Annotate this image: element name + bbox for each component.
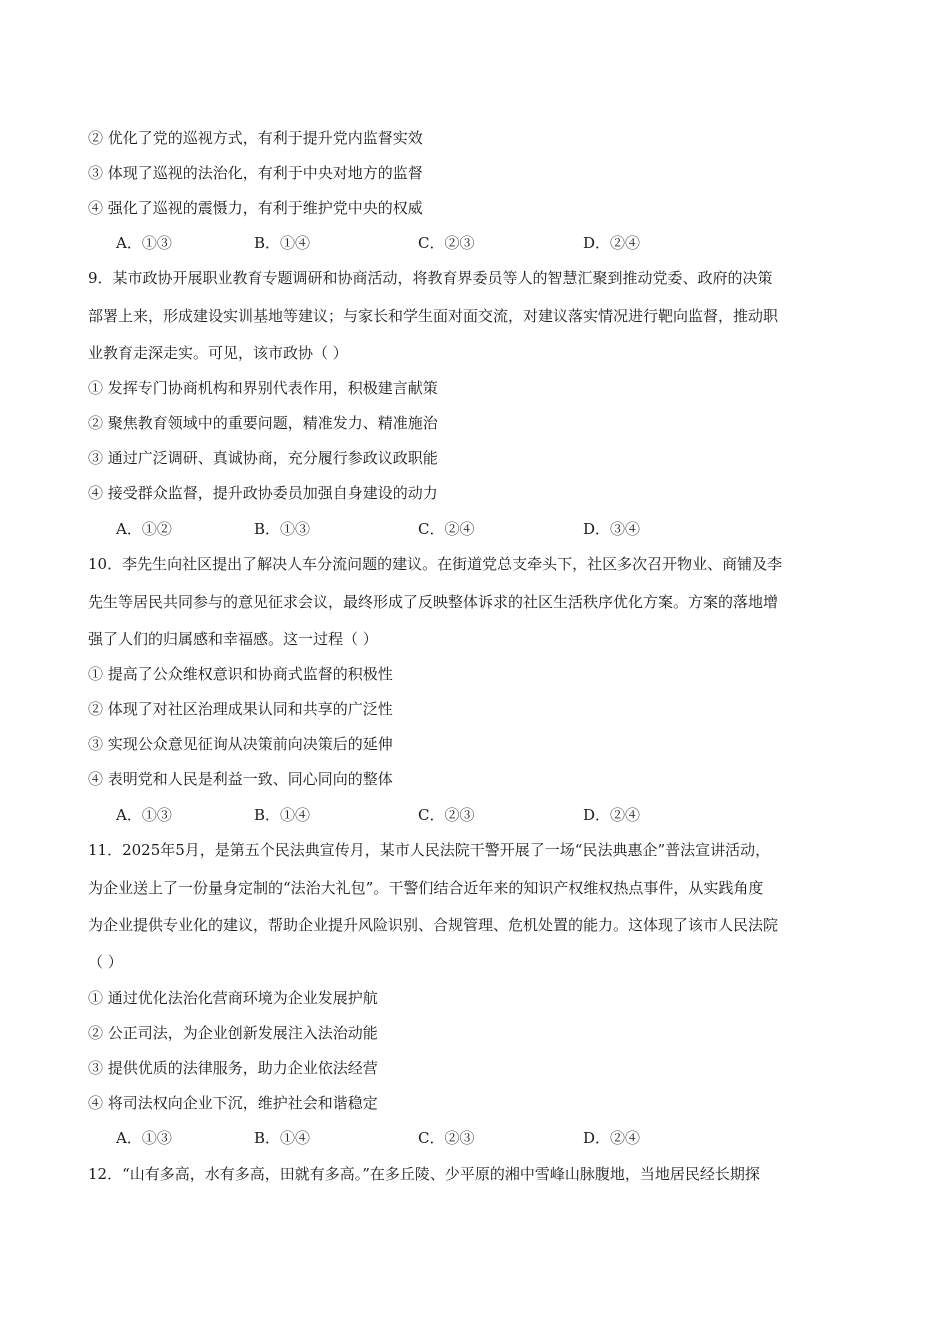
q9-option-2: ② 聚焦教育领域中的重要问题，精准发力、精准施治 (88, 414, 438, 432)
q8-choice-b: B．①④ (254, 234, 311, 252)
q10-choice-d: D．②④ (583, 806, 641, 824)
q9-choice-b: B．①③ (254, 520, 311, 538)
q8-choice-d: D．②④ (583, 234, 641, 252)
q9-choice-a: A．①② (116, 520, 172, 538)
q9-choice-c: C．②④ (418, 520, 475, 538)
q8-choice-a: A．①③ (116, 234, 172, 252)
q10-stem-line-3: 强了人们的归属感和幸福感。这一过程（ ） (88, 630, 378, 648)
q11-stem-line-3: 为企业提供专业化的建议，帮助企业提升风险识别、合规管理、危机处置的能力。这体现了该市人民法院 (88, 916, 779, 934)
q11-choice-a: A．①③ (116, 1129, 172, 1147)
q11-option-2: ② 公正司法，为企业创新发展注入法治动能 (88, 1024, 378, 1042)
q11-choice-d: D．②④ (583, 1129, 641, 1147)
q9-choices (116, 519, 816, 539)
q11-option-1: ① 通过优化法治化营商环境为企业发展护航 (88, 989, 378, 1007)
q10-choice-c: C．②③ (418, 806, 475, 824)
q8-option-2: ② 优化了党的巡视方式，有利于提升党内监督实效 (88, 129, 423, 147)
q9-stem-line-1: 9．某市政协开展职业教育专题调研和协商活动，将教育界委员等人的智慧汇聚到推动党委、政府的决策 (88, 269, 773, 287)
q9-option-4: ④ 接受群众监督，提升政协委员加强自身建设的动力 (88, 484, 438, 502)
q9-choice-d: D．③④ (583, 520, 641, 538)
q11-stem-line-1: 11．2025年5月，是第五个民法典宣传月，某市人民法院干警开展了一场“民法典惠企”普法宣讲活动， (88, 841, 771, 859)
q11-option-3: ③ 提供优质的法律服务，助力企业依法经营 (88, 1059, 378, 1077)
q9-stem-line-3: 业教育走深走实。可见，该市政协（ ） (88, 344, 348, 362)
q11-choice-b: B．①④ (254, 1129, 311, 1147)
q8-option-4: ④ 强化了巡视的震慑力，有利于维护党中央的权威 (88, 199, 423, 217)
q8-choice-c: C．②③ (418, 234, 475, 252)
q10-option-4: ④ 表明党和人民是利益一致、同心同向的整体 (88, 770, 393, 788)
q11-stem-line-4: （ ） (88, 953, 123, 971)
q10-option-3: ③ 实现公众意见征询从决策前向决策后的延伸 (88, 735, 393, 753)
q10-choices (116, 805, 816, 825)
q12-stem-line-1: 12．“山有多高，水有多高，田就有多高。”在多丘陵、少平原的湘中雪峰山脉腹地，当地居民经长期探 (88, 1165, 760, 1183)
q9-stem-line-2: 部署上来，形成建设实训基地等建议；与家长和学生面对面交流，对建议落实情况进行靶向监督，推动职 (88, 307, 779, 325)
q10-stem-line-2: 先生等居民共同参与的意见征求会议，最终形成了反映整体诉求的社区生活秩序优化方案。方案的落地增 (88, 593, 779, 611)
q8-option-3: ③ 体现了巡视的法治化，有利于中央对地方的监督 (88, 164, 423, 182)
q9-option-1: ① 发挥专门协商机构和界别代表作用，积极建言献策 (88, 379, 438, 397)
q8-choices (116, 233, 816, 253)
q11-stem-line-2: 为企业送上了一份量身定制的“法治大礼包”。干警们结合近年来的知识产权维权热点事件，从实践角度 (88, 879, 764, 897)
q10-stem-line-1: 10．李先生向社区提出了解决人车分流问题的建议。在街道党总支牵头下，社区多次召开物业、商铺及李 (88, 555, 783, 573)
q10-option-2: ② 体现了对社区治理成果认同和共享的广泛性 (88, 700, 393, 718)
q10-choice-b: B．①④ (254, 806, 311, 824)
q11-choice-c: C．②③ (418, 1129, 475, 1147)
q9-option-3: ③ 通过广泛调研、真诚协商，充分履行参政议政职能 (88, 449, 438, 467)
q11-option-4: ④ 将司法权向企业下沉，维护社会和谐稳定 (88, 1094, 378, 1112)
q10-choice-a: A．①③ (116, 806, 172, 824)
q11-choices (116, 1128, 816, 1148)
q10-option-1: ① 提高了公众维权意识和协商式监督的积极性 (88, 665, 393, 683)
